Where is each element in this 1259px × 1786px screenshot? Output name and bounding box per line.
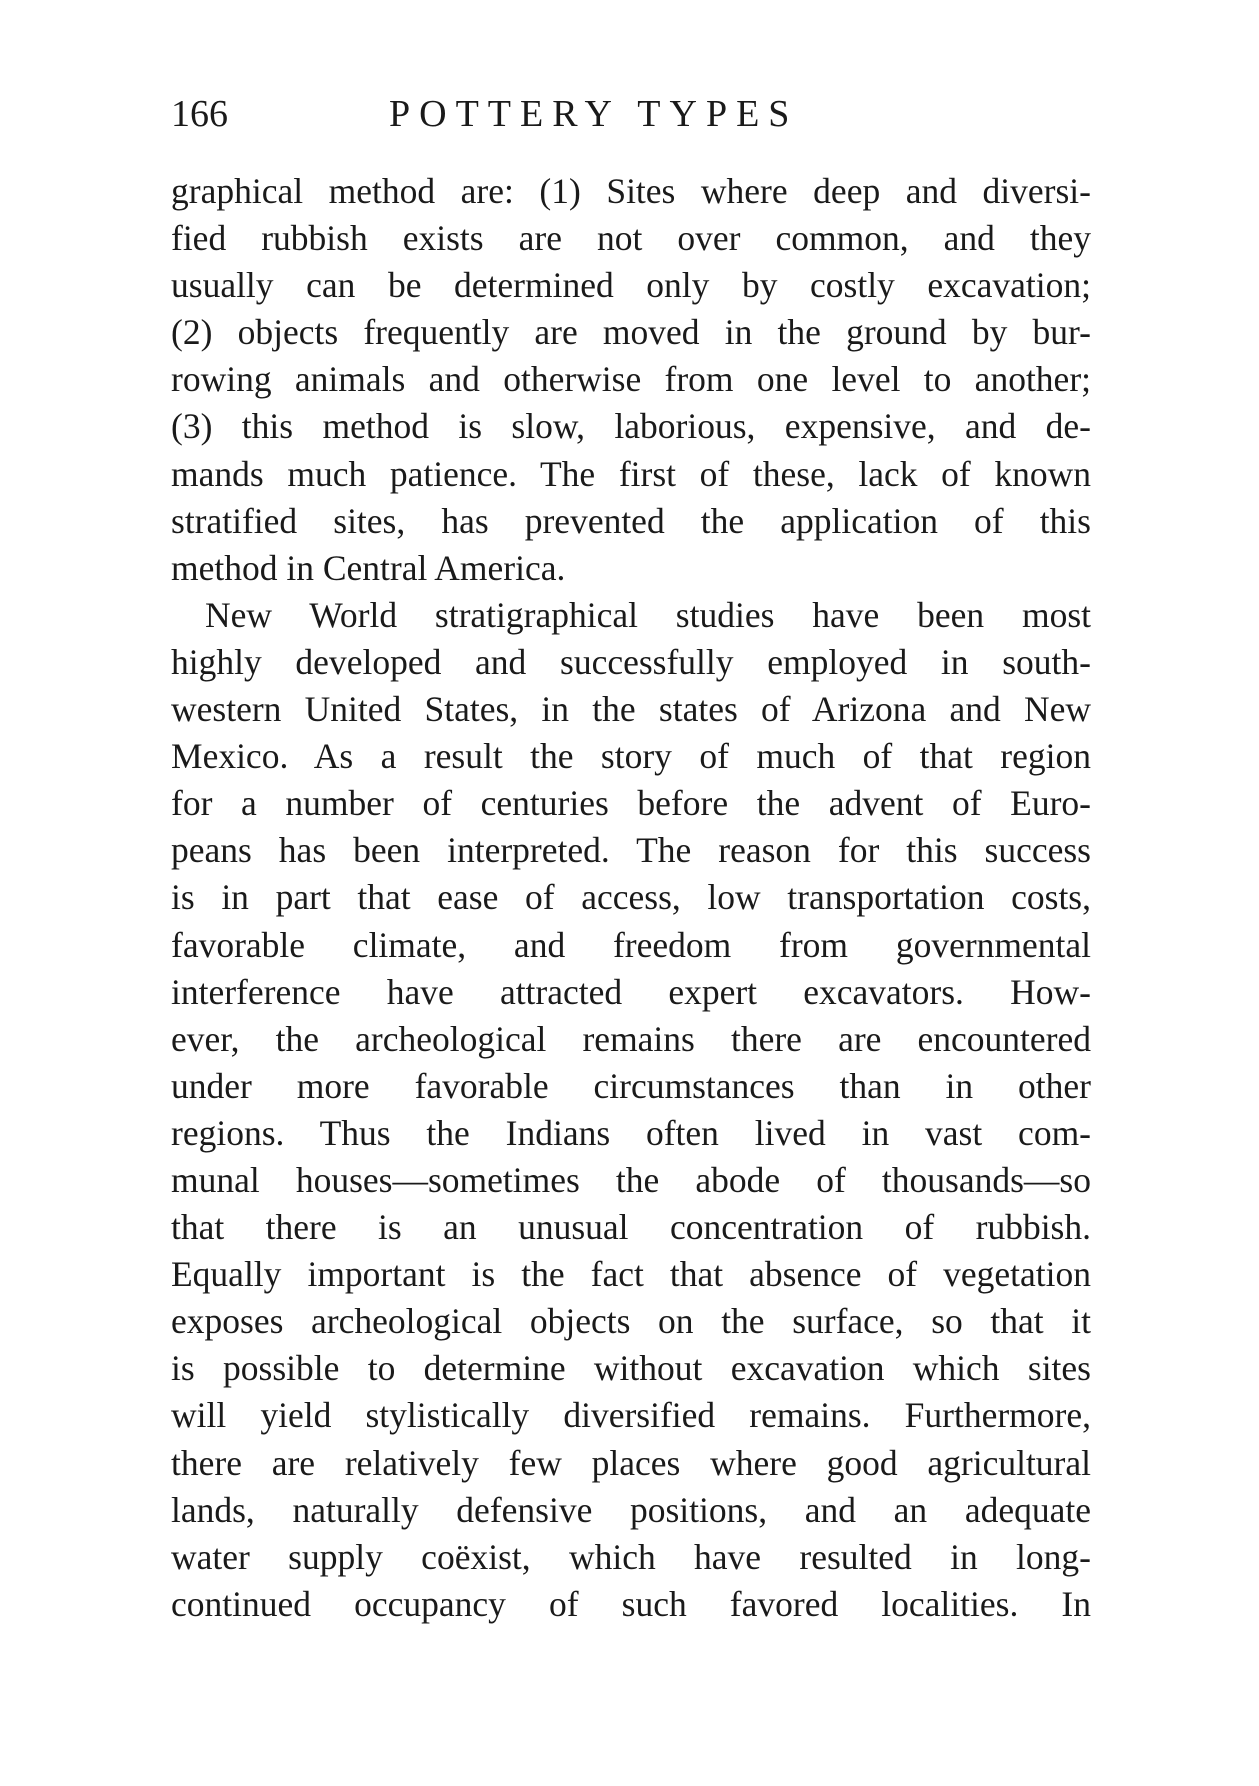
text-line: continued occupancy of such favored localities. In <box>171 1583 1091 1624</box>
text-line: that there is an unusual concentration of rubbish. <box>171 1207 1091 1248</box>
text-line: mands much patience. The first of these, lack of known <box>171 453 1091 494</box>
text-line: regions. Thus the Indians often lived in vast com- <box>171 1112 1091 1153</box>
text-line: ever, the archeological remains there are encountered <box>171 1018 1091 1059</box>
page-number: 166 <box>171 93 228 135</box>
text-line: fied rubbish exists are not over common, and they <box>171 218 1091 259</box>
body-text <box>171 168 1091 1628</box>
text-line: peans has been interpreted. The reason for this success <box>171 830 1091 871</box>
text-line: rowing animals and otherwise from one level to another; <box>171 359 1091 400</box>
text-line: (2) objects frequently are moved in the ground by bur- <box>171 312 1091 353</box>
running-head <box>171 88 1091 140</box>
text-line: stratified sites, has prevented the application of this <box>171 500 1091 541</box>
text-line: western United States, in the states of Arizona and New <box>171 689 1091 730</box>
text-line: there are relatively few places where good agricultural <box>171 1442 1091 1483</box>
text-line: for a number of centuries before the advent of Euro- <box>171 783 1091 824</box>
text-line: exposes archeological objects on the surface, so that it <box>171 1301 1091 1342</box>
text-line: will yield stylistically diversified remains. Furthermore, <box>171 1395 1091 1436</box>
paragraph-1 <box>171 168 1091 592</box>
text-line: highly developed and successfully employed in south- <box>171 641 1091 682</box>
text-line: is possible to determine without excavation which sites <box>171 1348 1091 1389</box>
text-line: munal houses—sometimes the abode of thousands—so <box>171 1159 1091 1200</box>
text-line: (3) this method is slow, laborious, expensive, and de- <box>171 406 1091 447</box>
book-page <box>171 88 1091 1628</box>
text-line: is in part that ease of access, low transportation costs, <box>171 877 1091 918</box>
text-line: Mexico. As a result the story of much of that region <box>171 736 1091 777</box>
text-line: lands, naturally defensive positions, and an adequate <box>171 1489 1091 1530</box>
text-line: New World stratigraphical studies have been most <box>205 594 1091 635</box>
running-title: POTTERY TYPES <box>389 93 799 135</box>
paragraph-2 <box>171 592 1091 1628</box>
text-line: water supply coëxist, which have resulted in long- <box>171 1536 1091 1577</box>
text-line: method in Central America. <box>171 547 566 588</box>
text-line: favorable climate, and freedom from governmental <box>171 924 1091 965</box>
text-line: interference have attracted expert excavators. How- <box>171 971 1091 1012</box>
text-line: Equally important is the fact that absence of vegetation <box>171 1254 1091 1295</box>
text-line: under more favorable circumstances than in other <box>171 1065 1091 1106</box>
text-line: graphical method are: (1) Sites where deep and diversi- <box>171 171 1091 211</box>
text-line: usually can be determined only by costly excavation; <box>171 265 1091 306</box>
